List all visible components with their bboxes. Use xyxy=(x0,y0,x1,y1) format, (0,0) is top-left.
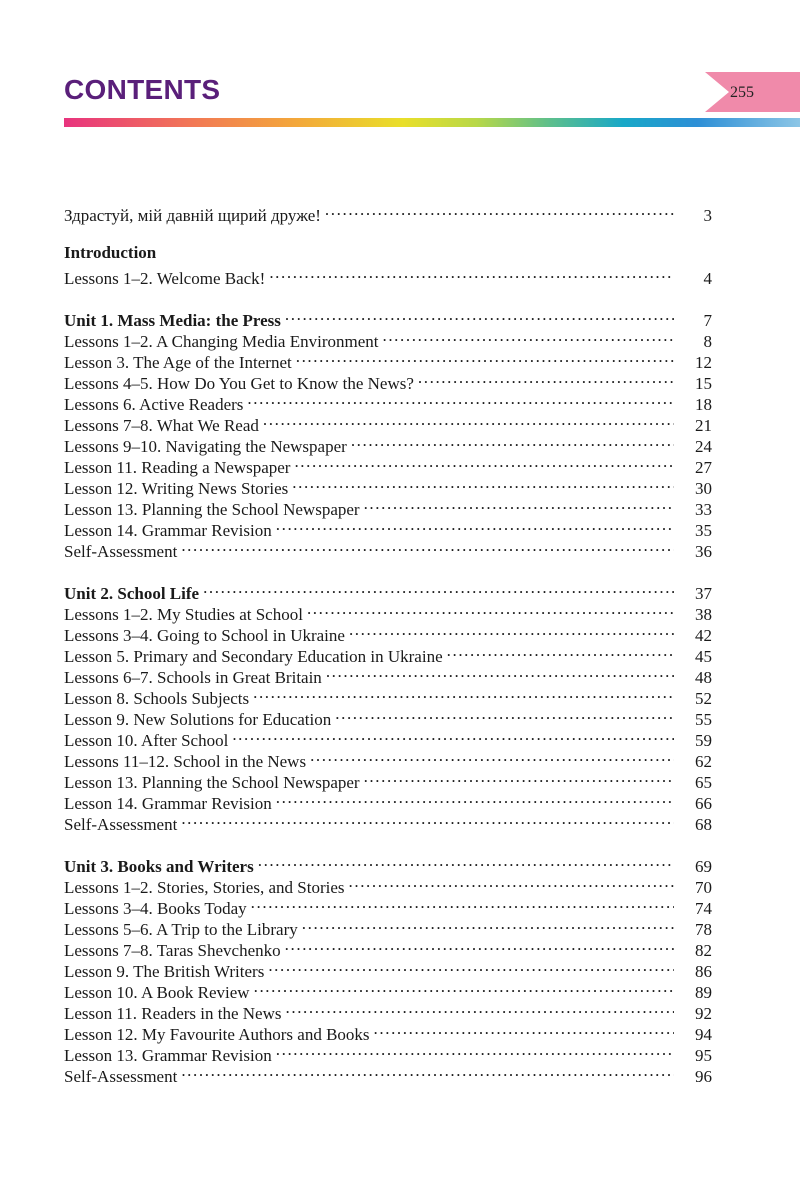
unit-title: Unit 2. School Life xyxy=(64,583,203,604)
dot-leader xyxy=(286,998,675,1019)
toc-entry[interactable] xyxy=(64,263,712,288)
toc-entry-page: 42 xyxy=(695,626,712,645)
dot-leader xyxy=(292,473,674,494)
toc-entry-label: Lessons 3–4. Books Today xyxy=(64,898,251,919)
dot-leader xyxy=(374,1019,674,1040)
dot-leader xyxy=(268,956,674,977)
dot-leader xyxy=(326,662,674,683)
toc-entry-label: Self-Assessment xyxy=(64,1066,181,1087)
toc-entry-page: 4 xyxy=(703,269,712,288)
toc-entry[interactable] xyxy=(64,200,712,225)
dot-leader xyxy=(294,452,674,473)
dot-leader xyxy=(254,977,674,998)
toc-entry-page: 12 xyxy=(695,353,712,372)
dot-leader xyxy=(418,368,674,389)
toc-entry-page: 3 xyxy=(703,206,712,225)
toc-entry-label: Self-Assessment xyxy=(64,814,181,835)
toc-entry-label: Lessons 1–2. Welcome Back! xyxy=(64,268,269,289)
unit-title-row[interactable] xyxy=(64,305,712,330)
toc-entry-label: Lessons 4–5. How Do You Get to Know the News? xyxy=(64,373,418,394)
dot-leader xyxy=(349,620,674,641)
table-of-contents xyxy=(64,200,712,1103)
toc-entry-page: 27 xyxy=(695,458,712,477)
dot-leader xyxy=(349,872,675,893)
dot-leader xyxy=(382,326,674,347)
unit-title: Unit 1. Mass Media: the Press xyxy=(64,310,285,331)
entries-list xyxy=(64,326,712,561)
toc-entry-page: 92 xyxy=(695,1004,712,1023)
toc-entry-label: Lesson 13. Planning the School Newspaper xyxy=(64,772,364,793)
toc-entry-page: 45 xyxy=(695,647,712,666)
entries-list xyxy=(64,263,712,288)
unit-title: Unit 3. Books and Writers xyxy=(64,856,258,877)
toc-entry-page: 59 xyxy=(695,731,712,750)
toc-entry-page: 36 xyxy=(695,542,712,561)
toc-entry-label: Lesson 13. Planning the School Newspaper xyxy=(64,499,364,520)
unit-1-section xyxy=(64,305,712,561)
section-heading: Introduction xyxy=(64,243,157,262)
dot-leader xyxy=(325,200,674,221)
unit-title-row[interactable] xyxy=(64,578,712,603)
toc-entry-label: Lesson 9. New Solutions for Education xyxy=(64,709,335,730)
toc-entry-page: 35 xyxy=(695,521,712,540)
toc-entry-page: 21 xyxy=(695,416,712,435)
toc-entry-label: Lesson 8. Schools Subjects xyxy=(64,688,253,709)
toc-entry-page: 55 xyxy=(695,710,712,729)
dot-leader xyxy=(247,389,674,410)
toc-entry-label: Lessons 6–7. Schools in Great Britain xyxy=(64,667,326,688)
toc-entry-page: 89 xyxy=(695,983,712,1002)
toc-entry-label: Lesson 14. Grammar Revision xyxy=(64,793,276,814)
toc-entry-label: Lesson 12. Writing News Stories xyxy=(64,478,292,499)
toc-entry-page: 78 xyxy=(695,920,712,939)
dot-leader xyxy=(285,305,674,326)
toc-entry-label: Lessons 9–10. Navigating the Newspaper xyxy=(64,436,351,457)
toc-entry-page: 24 xyxy=(695,437,712,456)
toc-entry-label: Lessons 1–2. Stories, Stories, and Stories xyxy=(64,877,349,898)
toc-entry-page: 82 xyxy=(695,941,712,960)
toc-entry-page: 30 xyxy=(695,479,712,498)
dot-leader xyxy=(276,1040,674,1061)
dot-leader xyxy=(364,767,674,788)
dot-leader xyxy=(263,410,674,431)
dot-leader xyxy=(203,578,674,599)
toc-entry-page: 62 xyxy=(695,752,712,771)
entries-list xyxy=(64,599,712,834)
toc-entry-label: Lesson 11. Reading a Newspaper xyxy=(64,457,294,478)
toc-entry-page: 86 xyxy=(695,962,712,981)
toc-entry-label: Lesson 5. Primary and Secondary Education in Ukraine xyxy=(64,646,447,667)
toc-entry-label: Lessons 11–12. School in the News xyxy=(64,751,310,772)
toc-entry-label: Lessons 7–8. What We Read xyxy=(64,415,263,436)
toc-entry-page: 38 xyxy=(695,605,712,624)
toc-entry-page: 18 xyxy=(695,395,712,414)
toc-entry-page: 66 xyxy=(695,794,712,813)
entries-list xyxy=(64,872,712,1086)
toc-entry-page: 95 xyxy=(695,1046,712,1065)
toc-entry-label: Lessons 1–2. A Changing Media Environment xyxy=(64,331,382,352)
dot-leader xyxy=(276,515,674,536)
toc-entry-page: 74 xyxy=(695,899,712,918)
toc-entry-label: Lesson 14. Grammar Revision xyxy=(64,520,276,541)
toc-entry-label: Lessons 7–8. Taras Shevchenko xyxy=(64,940,285,961)
toc-entry-page: 52 xyxy=(695,689,712,708)
dot-leader xyxy=(447,641,674,662)
dot-leader xyxy=(296,347,674,368)
dot-leader xyxy=(181,1061,674,1082)
dot-leader xyxy=(232,725,674,746)
toc-entry-label: Lessons 6. Active Readers xyxy=(64,394,247,415)
dot-leader xyxy=(276,788,674,809)
unit-3-section xyxy=(64,851,712,1086)
toc-entry-label: Lesson 12. My Favourite Authors and Books xyxy=(64,1024,374,1045)
unit-page: 37 xyxy=(695,584,712,603)
page-number: 255 xyxy=(730,84,754,101)
dot-leader xyxy=(269,263,674,284)
toc-entry-label: Lesson 3. The Age of the Internet xyxy=(64,352,296,373)
toc-entry-page: 65 xyxy=(695,773,712,792)
unit-page: 7 xyxy=(703,311,712,330)
toc-entry-page: 33 xyxy=(695,500,712,519)
greeting-section xyxy=(64,200,712,225)
toc-entry-label: Lessons 5–6. A Trip to the Library xyxy=(64,919,302,940)
dot-leader xyxy=(258,851,674,872)
dot-leader xyxy=(285,935,674,956)
dot-leader xyxy=(251,893,674,914)
toc-entry-page: 48 xyxy=(695,668,712,687)
rainbow-divider xyxy=(64,118,800,127)
toc-entry-label: Здрастуй, мій давній щирий друже! xyxy=(64,205,325,226)
unit-2-section xyxy=(64,578,712,834)
unit-title-row[interactable] xyxy=(64,851,712,876)
dot-leader xyxy=(181,809,674,830)
dot-leader xyxy=(302,914,674,935)
toc-entry-label: Lesson 13. Grammar Revision xyxy=(64,1045,276,1066)
toc-entry-label: Lessons 3–4. Going to School in Ukraine xyxy=(64,625,349,646)
toc-entry-label: Self-Assessment xyxy=(64,541,181,562)
dot-leader xyxy=(307,599,674,620)
dot-leader xyxy=(181,536,674,557)
dot-leader xyxy=(351,431,674,452)
toc-entry-page: 68 xyxy=(695,815,712,834)
toc-entry-page: 94 xyxy=(695,1025,712,1044)
page-title: CONTENTS xyxy=(64,74,221,105)
unit-page: 69 xyxy=(695,857,712,876)
dot-leader xyxy=(335,704,674,725)
toc-entry-label: Lesson 11. Readers in the News xyxy=(64,1003,286,1024)
toc-entry-page: 96 xyxy=(695,1067,712,1086)
toc-entry-label: Lesson 10. A Book Review xyxy=(64,982,254,1003)
introduction-section xyxy=(64,242,712,288)
dot-leader xyxy=(364,494,674,515)
toc-entry-label: Lesson 10. After School xyxy=(64,730,232,751)
toc-entry-page: 15 xyxy=(695,374,712,393)
dot-leader xyxy=(310,746,674,767)
toc-entry-label: Lesson 9. The British Writers xyxy=(64,961,268,982)
toc-entry-page: 70 xyxy=(695,878,712,897)
toc-entry-page: 8 xyxy=(703,332,712,351)
toc-entry-label: Lessons 1–2. My Studies at School xyxy=(64,604,307,625)
dot-leader xyxy=(253,683,674,704)
